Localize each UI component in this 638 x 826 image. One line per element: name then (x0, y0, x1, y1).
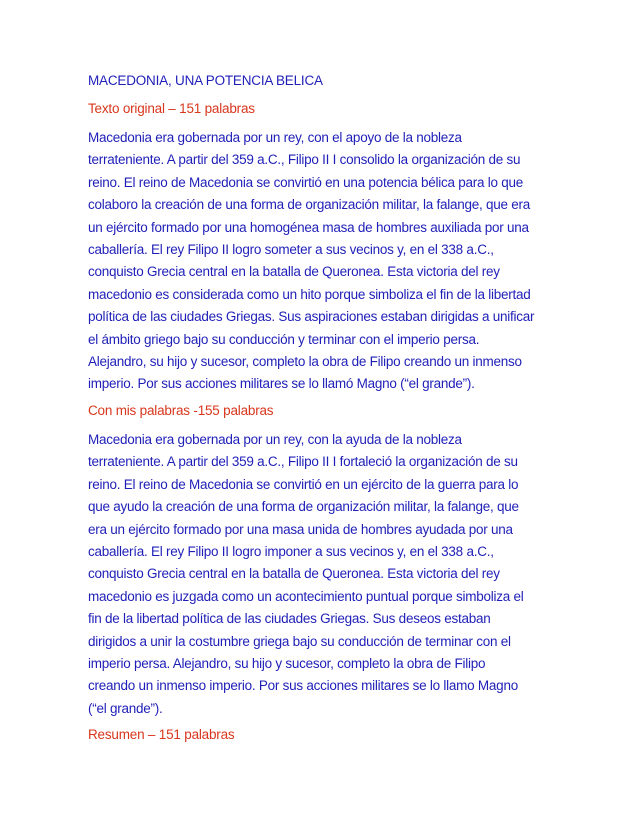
text-line: caballería. El rey Filipo II logro someter a sus vecinos y, en el 338 a.C., (88, 242, 494, 258)
text-line: imperio. Por sus acciones militares se lo llamó Magno (“el grande”). (88, 376, 475, 392)
text-line: caballería. El rey Filipo II logro imponer a sus vecinos y, en el 338 a.C., (88, 543, 494, 559)
text-line: terrateniente. A partir del 359 a.C., Filipo II I consolido la organización de su (88, 152, 521, 168)
text-line: terrateniente. A partir del 359 a.C., Filipo II I fortaleció la organización de su (88, 454, 518, 470)
section-summary (88, 724, 558, 746)
text-line: política de las ciudades Griegas. Sus aspiraciones estaban dirigidas a unificar (88, 309, 535, 325)
section-heading-summary: Resumen – 151 palabras (88, 727, 235, 743)
text-line: fin de la libertad política de las ciudades Griegas. Sus deseos estaban (88, 611, 491, 627)
text-line: dirigidos a unir la costumbre griega bajo su conducción de terminar con el (88, 633, 511, 649)
paragraph-own-words (88, 429, 558, 720)
text-line: reino. El reino de Macedonia se convirtió en un ejército de la guerra para lo (88, 476, 519, 492)
text-line: conquisto Grecia central en la batalla de Queronea. Esta victoria del rey (88, 264, 500, 280)
text-line: Macedonia era gobernada por un rey, con la ayuda de la nobleza (88, 431, 462, 447)
text-line: el ámbito griego bajo su conducción y terminar con el imperio persa. (88, 331, 480, 347)
text-line: que ayudo la creación de una forma de organización militar, la falange, que (88, 499, 519, 515)
text-line: reino. El reino de Macedonia se convirtió en una potencia bélica para lo que (88, 174, 524, 190)
text-line: creando un inmenso imperio. Por sus acciones militares se lo llamo Magno (88, 678, 518, 694)
document-title: MACEDONIA, UNA POTENCIA BELICA (88, 73, 323, 88)
text-line: era un ejército formado por una masa unida de hombres ayudada por una (88, 521, 513, 537)
section-own-words (88, 400, 558, 720)
text-line: (“el grande”). (88, 700, 163, 716)
text-line: un ejército formado por una homogénea masa de hombres auxiliada por una (88, 219, 529, 235)
text-line: imperio persa. Alejandro, su hijo y sucesor, completo la obra de Filipo (88, 655, 486, 671)
text-line: macedonio es considerada como un hito porque simboliza el fin de la libertad (88, 286, 531, 302)
paragraph-original (88, 127, 558, 396)
text-line: macedonio es juzgada como un acontecimiento puntual porque simboliza el (88, 588, 524, 604)
text-line: colaboro la creación de una forma de organización militar, la falange, que era (88, 197, 531, 213)
section-heading-original: Texto original – 151 palabras (88, 101, 255, 116)
text-line: Alejandro, su hijo y sucesor, completo la obra de Filipo creando un inmenso (88, 354, 522, 370)
section-original (88, 98, 558, 396)
text-line: Macedonia era gobernada por un rey, con el apoyo de la nobleza (88, 130, 462, 145)
document-page (88, 70, 558, 753)
text-line: conquisto Grecia central en la batalla de Queronea. Esta victoria del rey (88, 566, 500, 582)
section-heading-own-words: Con mis palabras -155 palabras (88, 402, 274, 418)
